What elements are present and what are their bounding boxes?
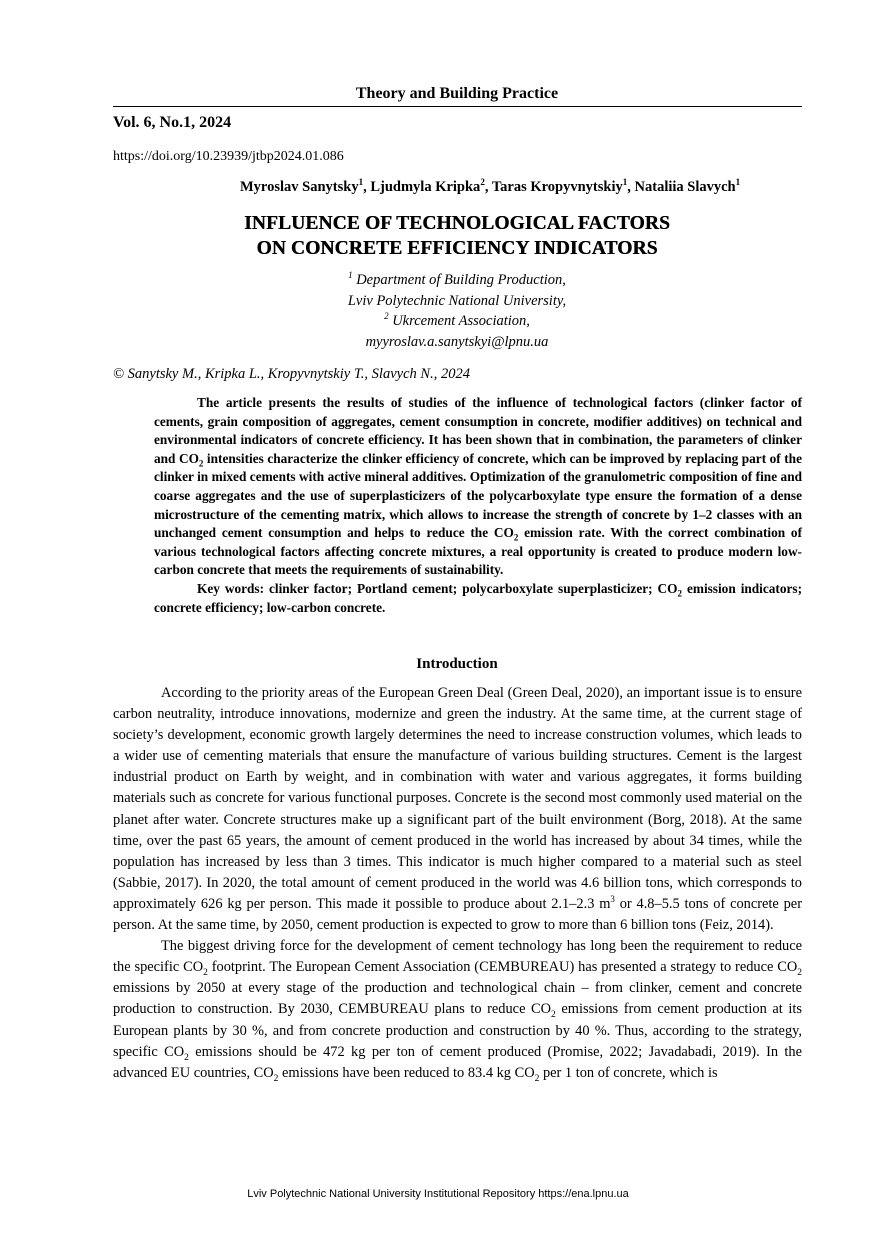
author-name: Nataliia Slavych [634,179,736,195]
author-list: Myroslav Sanytsky$^1$, Ljudmyla Kripka$^2$, Taras Kropyvnytskiy$^1$, Nataliia Slavych$^1$ [240,177,741,195]
affiliation-mark: 1 [348,270,353,281]
section-heading-introduction: Introduction [416,656,498,672]
journal-name: Theory and Building Practice [355,85,559,102]
header-rule [113,106,802,107]
body-paragraph: The biggest driving force for the development of cement technology has long been the requirement to reduce the specific $CO_2$ footprint. The European Cement Association (CEMBUREAU) has presented a strategy to reduce $CO_2$ emissions by 2050 at every stage of the production and technological chain – from clinker, cement and concrete production to construction. By 2030, CEMBUREAU plans to reduce $CO_2$ emissions from cement production at its European plants by 30 %, and from concrete production and construction by 40 %. Thus, according to the strategy, specific $CO_2$ emissions should be 472 kg per ton of cement produced (Promise, 2022; Javadabadi, 2019). In the advanced EU countries, $CO_2$ emissions have been reduced to 83.4 kg $CO_2$ per 1 ton of concrete, which is [113,938,803,1084]
title-line: ON CONCRETE EFFICIENCY INDICATORS [256,238,658,259]
abstract-paragraph: The article presents the results of studies of the influence of technological factors (clinker factor of cements, grain composition of aggregates, cement consumption in concrete, modifier additives) on technical and environmental indicators of concrete efficiency. It has been shown that in combination, the parameters of clinker and $CO_2$ intensities characterize the clinker efficiency of concrete, which can be improved by replacing part of the clinker in mixed cements with active mineral additives. Optimization of the granulometric composition of fine and coarse aggregates and the use of superplasticizers of the polycarboxylate type ensure the formation of a dense microstructure of the cementing matrix, which allows to increase the strength of concrete by 1–2 classes with an unchanged cement consumption and helps to reduce the $CO_2$ emission rate. With the correct combination of various technological factors affecting concrete mixtures, a real opportunity is created to produce modern low-carbon concrete that meets the requirements of sustainability. [154,395,802,578]
affiliations [0,270,876,352]
author-affiliation-mark: 1 [358,177,364,188]
author-name: Myroslav Sanytsky [240,179,359,195]
volume-info: Vol. 6, No.1, 2024 [113,114,232,131]
keywords: Key words: clinker factor; Portland cement; polycarboxylate superplasticizer; $CO_2$ emission indicators; concrete efficiency; low-carbon concrete. [154,580,803,615]
body-paragraph: According to the priority areas of the European Green Deal (Green Deal, 2020), an important issue is to ensure carbon neutrality, introduce innovations, modernize and green the industry. At the same time, at the current stage of society’s development, economic growth largely determines the need to increase construction volumes, which leads to a wider use of cementing materials that ensure the manufacture of various building structures. Cement is the largest industrial product on Earth by weight, and in combination with water and various aggregates, it forms building materials such as concrete for various functional purposes. Concrete is the second most commonly used material on the planet after water. Concrete structures make up a significant part of the built environment (Borg, 2018). At the same time, over the past 65 years, the amount of cement produced in the world has increased by about 34 times, while the population has increased by less than 3 times. This indicator is much higher compared to a material such as steel (Sabbie, 2017). In 2020, the total amount of cement produced in the world was 4.6 billion tons, which corresponds to approximately 626 kg per person. This made it possible to produce about 2.1–2.3 $m^3$ or 4.8–5.5 tons of concrete per person. At the same time, by 2050, cement production is expected to grow to more than 6 billion tons (Feiz, 2014). [113,685,802,934]
title-line: INFLUENCE OF TECHNOLOGICAL FACTORS [244,213,670,234]
affiliation-mark: 2 [384,311,389,322]
paper-title [0,211,876,261]
copyright-notice: © Sanytsky M., Kripka L., Kropyvnytskiy T., Slavych N., 2024 [113,366,470,382]
author-affiliation-mark: 2 [480,177,485,188]
affiliation-line: $^1$ Department of Building Production, [348,270,566,288]
affiliation-line: Lviv Polytechnic National University, [347,292,567,309]
affiliation-line: $^2$ Ukrcement Association, [384,311,530,329]
author-affiliation-mark: 1 [622,177,628,188]
abstract [154,394,802,617]
author-name: Taras Kropyvnytskiy [491,179,623,195]
doi-link[interactable]: https://doi.org/10.23939/jtbp2024.01.086 [113,149,344,164]
body-text [113,683,802,1084]
repository-footer: Lviv Polytechnic National University Institutional Repository https://ena.lpnu.ua [247,1188,629,1200]
author-name: Ljudmyla Kripka [370,179,481,195]
author-email[interactable]: myyroslav.a.sanytskyi@lpnu.ua [365,333,549,350]
author-affiliation-mark: 1 [735,177,741,188]
